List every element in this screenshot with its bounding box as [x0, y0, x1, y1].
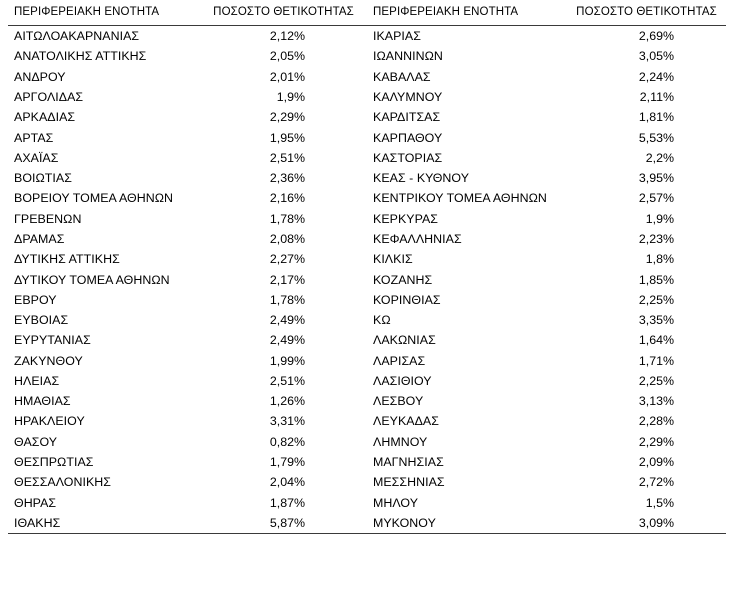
cell-positivity-left: 5,87% [200, 513, 367, 534]
cell-positivity-left: 0,82% [269, 434, 305, 449]
cell-region-right: ΛΕΥΚΑΔΑΣ [373, 414, 439, 429]
cell-region-right: ΚΑΛΥΜΝΟΥ [373, 89, 443, 104]
cell-positivity-left: 2,12% [269, 29, 305, 44]
cell-positivity-left: 1,26% [269, 394, 305, 409]
cell-positivity-left: 1,78% [269, 292, 305, 307]
cell-positivity-right: 1,64% [638, 333, 674, 348]
cell-region-left: ΒΟΡΕΙΟΥ ΤΟΜΕΑ ΑΘΗΝΩΝ [14, 191, 174, 206]
cell-region-left: ΓΡΕΒΕΝΩΝ [14, 211, 82, 226]
cell-region-right: ΙΚΑΡΙΑΣ [373, 29, 421, 44]
column-header-positivity-right: ΠΟΣΟΣΤΟ ΘΕΤΙΚΟΤΗΤΑΣ [576, 6, 717, 18]
table-row [8, 127, 726, 147]
cell-positivity-right: 2,25% [638, 292, 674, 307]
positivity-rate-table-sheet [0, 6, 734, 602]
table-row [8, 67, 726, 87]
cell-positivity-left: 2,51% [269, 150, 305, 165]
table-row [8, 209, 726, 229]
table-row [8, 249, 726, 269]
cell-region-right: ΚΑΡΠΑΘΟΥ [373, 130, 443, 145]
cell-region-right: ΚΙΛΚΙΣ [373, 252, 413, 267]
cell-positivity-left: 2,51% [269, 373, 305, 388]
table-row [8, 513, 726, 534]
cell-region-right: ΚΩ [373, 313, 391, 328]
cell-region-left: ΔΥΤΙΚΟΥ ΤΟΜΕΑ ΑΘΗΝΩΝ [14, 272, 170, 287]
table-row [8, 492, 726, 512]
cell-positivity-right: 1,9% [645, 211, 674, 226]
cell-positivity-right: 2,72% [638, 475, 674, 490]
cell-region-left: ΗΜΑΘΙΑΣ [14, 394, 71, 409]
cell-positivity-right: 5,53% [638, 130, 674, 145]
table-header-row [8, 6, 726, 26]
cell-positivity-left: 1,87% [269, 495, 305, 510]
cell-positivity-left: 2,29% [269, 110, 305, 125]
cell-region-right: ΜΕΣΣΗΝΙΑΣ [373, 475, 445, 490]
cell-positivity-right: 3,09% [567, 513, 726, 534]
cell-region-left: ΘΕΣΠΡΩΤΙΑΣ [14, 455, 94, 470]
table-row [8, 168, 726, 188]
cell-region-left: ΗΛΕΙΑΣ [14, 373, 60, 388]
table-row [8, 371, 726, 391]
cell-positivity-right: 1,5% [645, 495, 674, 510]
cell-region-left: ΘΕΣΣΑΛΟΝΙΚΗΣ [14, 475, 112, 490]
cell-region-right: ΛΕΣΒΟΥ [373, 394, 424, 409]
cell-positivity-left: 2,49% [269, 313, 305, 328]
table-row [8, 452, 726, 472]
cell-positivity-left: 2,36% [269, 171, 305, 186]
column-header-positivity-left: ΠΟΣΟΣΤΟ ΘΕΤΙΚΟΤΗΤΑΣ [213, 6, 354, 18]
cell-positivity-left: 2,08% [269, 231, 305, 246]
cell-region-right: ΚΕΦΑΛΛΗΝΙΑΣ [373, 231, 462, 246]
cell-positivity-left: 2,27% [269, 252, 305, 267]
cell-positivity-left: 1,9% [276, 89, 305, 104]
cell-positivity-right: 2,11% [639, 89, 674, 104]
cell-region-left: ΑΙΤΩΛΟΑΚΑΡΝΑΝΙΑΣ [14, 29, 140, 44]
cell-region-right: ΛΑΡΙΣΑΣ [373, 353, 426, 368]
table-row [8, 472, 726, 492]
cell-region-left: ΙΘΑΚΗΣ [8, 513, 200, 534]
cell-positivity-left: 3,31% [269, 414, 305, 429]
cell-region-right: ΛΑΣΙΘΙΟΥ [373, 373, 432, 388]
cell-region-left: ΑΝΑΤΟΛΙΚΗΣ ΑΤΤΙΚΗΣ [14, 49, 147, 64]
cell-positivity-right: 2,57% [638, 191, 674, 206]
table-body [8, 26, 726, 534]
column-header-region-right: ΠΕΡΙΦΕΡΕΙΑΚΗ ΕΝΟΤΗΤΑ [373, 6, 519, 18]
cell-positivity-left: 1,99% [269, 353, 305, 368]
table-row [8, 87, 726, 107]
table-header [8, 6, 726, 26]
cell-region-left: ΒΟΙΩΤΙΑΣ [14, 171, 72, 186]
cell-region-right: ΚΑΡΔΙΤΣΑΣ [373, 110, 441, 125]
cell-positivity-right: 3,13% [638, 394, 674, 409]
table-row [8, 26, 726, 47]
cell-region-right: ΜΥΚΟΝΟΥ [367, 513, 567, 534]
cell-positivity-right: 2,28% [638, 414, 674, 429]
table-row [8, 391, 726, 411]
table-row [8, 310, 726, 330]
table-row [8, 46, 726, 66]
cell-region-left: ΕΥΒΟΙΑΣ [14, 313, 69, 328]
cell-region-left: ΔΡΑΜΑΣ [14, 231, 65, 246]
cell-region-left: ΑΡΚΑΔΙΑΣ [14, 110, 76, 125]
table-row [8, 330, 726, 350]
cell-region-right: ΛΗΜΝΟΥ [373, 434, 428, 449]
cell-region-left: ΑΡΤΑΣ [14, 130, 54, 145]
cell-positivity-right: 1,81% [638, 110, 674, 125]
table-row [8, 229, 726, 249]
cell-region-right: ΚΑΣΤΟΡΙΑΣ [373, 150, 443, 165]
cell-positivity-left: 2,05% [269, 49, 305, 64]
cell-positivity-left: 1,95% [269, 130, 305, 145]
table-row [8, 107, 726, 127]
cell-positivity-right: 2,29% [638, 434, 674, 449]
cell-positivity-right: 1,71% [638, 353, 674, 368]
cell-positivity-right: 3,95% [638, 171, 674, 186]
cell-region-right: ΚΟΖΑΝΗΣ [373, 272, 433, 287]
table-row [8, 351, 726, 371]
cell-positivity-right: 2,23% [638, 231, 674, 246]
cell-region-left: ΔΥΤΙΚΗΣ ΑΤΤΙΚΗΣ [14, 252, 120, 267]
cell-positivity-right: 2,69% [638, 29, 674, 44]
cell-region-left: ΑΝΔΡΟΥ [14, 69, 66, 84]
cell-positivity-right: 2,09% [638, 455, 674, 470]
table-row [8, 269, 726, 289]
cell-positivity-left: 2,49% [269, 333, 305, 348]
cell-region-right: ΚΟΡΙΝΘΙΑΣ [373, 292, 441, 307]
cell-positivity-right: 3,35% [638, 313, 674, 328]
table-row [8, 188, 726, 208]
cell-region-right: ΛΑΚΩΝΙΑΣ [373, 333, 436, 348]
cell-positivity-left: 1,78% [269, 211, 305, 226]
cell-region-left: ΑΧΑΪΑΣ [14, 150, 59, 165]
cell-region-right: ΚΑΒΑΛΑΣ [373, 69, 431, 84]
cell-region-right: ΚΕΝΤΡΙΚΟΥ ΤΟΜΕΑ ΑΘΗΝΩΝ [373, 191, 547, 206]
cell-positivity-left: 1,79% [269, 455, 305, 470]
cell-region-right: ΚΕΑΣ - ΚΥΘΝΟΥ [373, 171, 470, 186]
cell-region-left: ΘΑΣΟΥ [14, 434, 58, 449]
cell-positivity-right: 2,25% [638, 373, 674, 388]
cell-positivity-right: 2,24% [638, 69, 674, 84]
cell-positivity-left: 2,04% [269, 475, 305, 490]
cell-positivity-left: 2,16% [269, 191, 305, 206]
cell-region-left: ΖΑΚΥΝΘΟΥ [14, 353, 83, 368]
cell-region-right: ΜΗΛΟΥ [373, 495, 419, 510]
cell-positivity-left: 2,17% [269, 272, 305, 287]
cell-region-right: ΜΑΓΝΗΣΙΑΣ [373, 455, 444, 470]
cell-region-right: ΙΩΑΝΝΙΝΩΝ [373, 49, 443, 64]
cell-positivity-left: 2,01% [269, 69, 305, 84]
cell-positivity-right: 2,2% [645, 150, 674, 165]
cell-region-left: ΗΡΑΚΛΕΙΟΥ [14, 414, 85, 429]
table-row [8, 432, 726, 452]
table-row [8, 148, 726, 168]
table-row [8, 411, 726, 431]
cell-region-left: ΕΒΡΟΥ [14, 292, 57, 307]
cell-positivity-right: 1,8% [645, 252, 674, 267]
cell-region-right: ΚΕΡΚΥΡΑΣ [373, 211, 438, 226]
cell-region-left: ΑΡΓΟΛΙΔΑΣ [14, 89, 84, 104]
table-row [8, 290, 726, 310]
cell-region-left: ΘΗΡΑΣ [14, 495, 57, 510]
cell-region-left: ΕΥΡΥΤΑΝΙΑΣ [14, 333, 91, 348]
cell-positivity-right: 1,85% [638, 272, 674, 287]
cell-positivity-right: 3,05% [638, 49, 674, 64]
column-header-region-left: ΠΕΡΙΦΕΡΕΙΑΚΗ ΕΝΟΤΗΤΑ [14, 6, 160, 18]
positivity-rate-table [8, 6, 726, 534]
